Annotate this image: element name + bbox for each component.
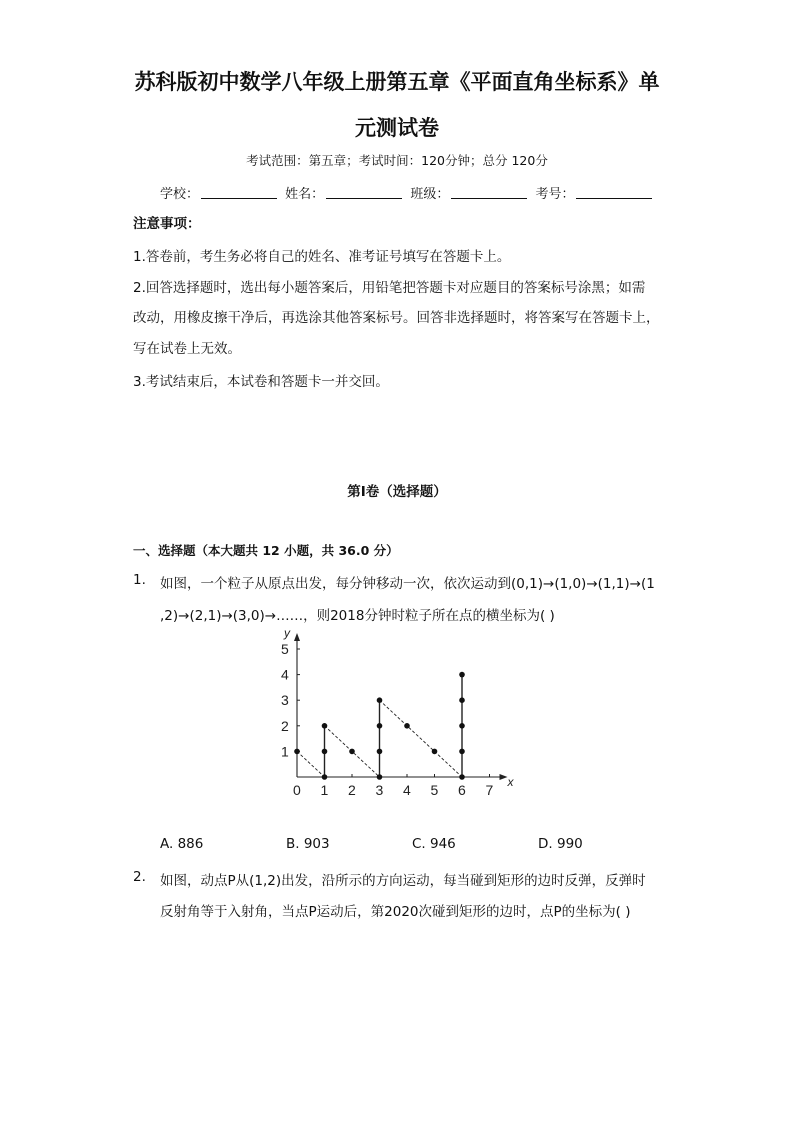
data-point bbox=[377, 723, 383, 729]
data-point bbox=[322, 774, 328, 780]
school-blank[interactable] bbox=[201, 186, 277, 199]
y-tick-label: 1 bbox=[281, 743, 289, 760]
y-axis-arrow bbox=[294, 633, 300, 641]
data-point bbox=[377, 774, 383, 780]
notice-item-1: 1.答卷前，考生务必将自己的姓名、准考证号填写在答题卡上。 bbox=[133, 249, 511, 265]
notice-item-2-line3: 写在试卷上无效。 bbox=[133, 341, 241, 357]
data-point bbox=[322, 723, 328, 729]
x-axis-arrow bbox=[500, 774, 508, 780]
y-axis-label: y bbox=[284, 626, 290, 640]
q1-option-d[interactable]: D. 990 bbox=[538, 836, 583, 852]
notice-item-2-line2: 改动，用橡皮擦干净后，再选涂其他答案标号。回答非选择题时，将答案写在答题卡上， bbox=[133, 310, 660, 326]
data-point bbox=[404, 723, 410, 729]
exam-info: 考试范围：第五章；考试时间：120分钟；总分 120分 bbox=[246, 153, 548, 168]
y-tick-label: 2 bbox=[281, 717, 289, 734]
x-tick-label: 0 bbox=[293, 782, 301, 798]
class-label: 班级： bbox=[410, 187, 450, 202]
x-tick-label: 7 bbox=[485, 782, 494, 798]
path-segment-dashed bbox=[297, 751, 325, 777]
x-tick-label: 6 bbox=[458, 782, 466, 798]
data-point bbox=[459, 774, 465, 780]
x-tick-label: 5 bbox=[430, 782, 439, 798]
q1-line1: 如图，一个粒子从原点出发，每分钟移动一次，依次运动到(0,1)→(1,0)→(1,1)→(1 bbox=[160, 576, 655, 592]
data-point bbox=[377, 749, 383, 755]
x-tick-label: 1 bbox=[320, 782, 329, 798]
y-tick-label: 3 bbox=[281, 692, 289, 709]
q1-option-c[interactable]: C. 946 bbox=[412, 836, 456, 852]
page-title: 苏科版初中数学八年级上册第五章《平面直角坐标系》单 bbox=[134, 70, 660, 94]
name-blank[interactable] bbox=[326, 186, 402, 199]
notice-item-3: 3.考试结束后，本试卷和答题卡一并交回。 bbox=[133, 374, 389, 390]
data-point bbox=[432, 749, 438, 755]
x-tick-label: 2 bbox=[348, 782, 356, 798]
y-tick-label: 5 bbox=[281, 641, 289, 657]
q2-number: 2. bbox=[133, 869, 146, 885]
notice-item-2-line1: 2.回答选择题时，选出每小题答案后，用铅笔把答题卡对应题目的答案标号涂黑；如需 bbox=[133, 280, 646, 296]
name-label: 姓名： bbox=[285, 187, 325, 202]
q1-line2: ,2)→(2,1)→(3,0)→……，则2018分钟时粒子所在点的横坐标为( ) bbox=[160, 608, 555, 624]
number-blank[interactable] bbox=[576, 186, 652, 199]
q1-number: 1. bbox=[133, 572, 146, 588]
school-label: 学校： bbox=[160, 187, 200, 202]
data-point bbox=[459, 697, 465, 703]
page-title-line2: 元测试卷 bbox=[355, 116, 439, 140]
number-label: 考号： bbox=[535, 187, 575, 202]
x-tick-label: 3 bbox=[375, 782, 384, 798]
data-point bbox=[459, 749, 465, 755]
q2-line1: 如图，动点P从(1,2)出发，沿所示的方向运动，每当碰到矩形的边时反弹，反弹时 bbox=[160, 873, 646, 889]
section-title: 第Ⅰ卷（选择题） bbox=[347, 484, 447, 500]
q2-line2: 反射角等于入射角，当点P运动后，第2020次碰到矩形的边时，点P的坐标为( ) bbox=[160, 904, 631, 920]
data-point bbox=[459, 723, 465, 729]
data-point bbox=[459, 672, 465, 678]
data-point bbox=[322, 749, 328, 755]
part-heading: 一、选择题（本大题共 12 小题，共 36.0 分） bbox=[133, 543, 399, 558]
x-tick-label: 4 bbox=[403, 782, 411, 798]
notice-heading: 注意事项： bbox=[133, 216, 201, 232]
class-blank[interactable] bbox=[451, 186, 527, 199]
data-point bbox=[349, 749, 355, 755]
q1-option-a[interactable]: A. 886 bbox=[160, 836, 204, 852]
data-point bbox=[294, 749, 300, 755]
y-tick-label: 4 bbox=[281, 666, 289, 683]
q1-option-b[interactable]: B. 903 bbox=[286, 836, 330, 852]
x-axis-label: x bbox=[507, 775, 514, 789]
q1-figure bbox=[270, 622, 520, 802]
path-segment-dashed bbox=[380, 700, 463, 777]
student-info-row bbox=[160, 183, 656, 202]
data-point bbox=[377, 697, 383, 703]
